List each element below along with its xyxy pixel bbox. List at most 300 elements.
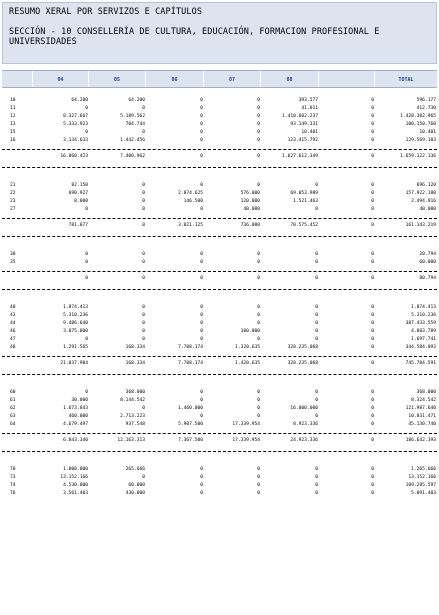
table-cell: 0: [142, 106, 145, 111]
table-cell: 0: [200, 276, 203, 281]
table-spacer: [2, 237, 437, 251]
row-code: [2, 150, 33, 163]
table-cell: 1.874.413: [411, 305, 436, 310]
table-cell: 0: [371, 467, 374, 472]
table-cell: 129.569.103: [405, 138, 436, 143]
table-cell: 123.415.792: [287, 138, 318, 143]
table-cell: 368.000: [125, 390, 145, 395]
table-cell: 12.163.313: [117, 438, 145, 443]
table-cell: 10.831.471: [408, 414, 436, 419]
table-cell: 0: [371, 491, 374, 496]
table-cell: 0: [200, 390, 203, 395]
table-cell: 0: [142, 406, 145, 411]
table-cell: 328.235.068: [287, 345, 318, 350]
table-cell: 5.907.500: [178, 422, 203, 427]
column-header: 06: [146, 71, 204, 87]
table-cell: 0: [85, 390, 88, 395]
row-code: 62: [10, 406, 16, 411]
table-cell: 0: [200, 154, 203, 159]
table-cell: 1.673.843: [63, 406, 88, 411]
table-cell: 0: [315, 207, 318, 212]
table-cell: 1.000.000: [63, 467, 88, 472]
table-cell: 186.642.393: [405, 438, 436, 443]
row-code: 61: [10, 398, 16, 403]
table-cell: 2.713.223: [120, 414, 145, 419]
table-cell: 0: [371, 414, 374, 419]
table-cell: 0: [371, 98, 374, 103]
table-row: [2, 405, 437, 413]
table-cell: 781.077: [68, 223, 88, 228]
table-cell: 100.150.760: [405, 122, 436, 127]
table-row: [2, 328, 437, 336]
table-cell: 157.922.180: [405, 191, 436, 196]
table-cell: 0: [371, 252, 374, 257]
table-row: [2, 389, 437, 397]
subtotal-row: [2, 272, 437, 285]
row-code: 30: [10, 252, 16, 257]
table-cell: 0: [315, 414, 318, 419]
table-cell: 3.561.403: [63, 491, 88, 496]
table-cell: 0: [200, 313, 203, 318]
row-code: 35: [10, 260, 16, 265]
table-cell: 0: [371, 223, 374, 228]
row-code: 27: [10, 207, 16, 212]
table-cell: 0: [315, 183, 318, 188]
row-code: 73: [10, 475, 16, 480]
table-cell: 0: [257, 491, 260, 496]
table-cell: 0: [257, 390, 260, 395]
table-cell: 5.310.236: [63, 313, 88, 318]
table-cell: 0: [257, 406, 260, 411]
table-cell: 0: [85, 207, 88, 212]
row-code: 13: [10, 122, 16, 127]
table-cell: 0: [85, 260, 88, 265]
table-cell: 120.000: [240, 199, 260, 204]
table-cell: 0: [200, 138, 203, 143]
table-cell: 690.927: [68, 191, 88, 196]
table-cell: 3.134.633: [63, 138, 88, 143]
table-cell: 13.152.166: [60, 475, 88, 480]
table-cell: 0: [257, 138, 260, 143]
report-header: [2, 2, 437, 64]
table-row: [2, 137, 437, 145]
table-row: [2, 421, 437, 429]
table-cell: 0: [200, 98, 203, 103]
table-cell: 0: [257, 321, 260, 326]
table-cell: 10.401: [419, 130, 436, 135]
table-cell: 7.708.174: [178, 345, 203, 350]
row-code: 44: [10, 321, 16, 326]
table-cell: 0: [257, 106, 260, 111]
table-cell: 0: [200, 475, 203, 480]
table-cell: 8.327.667: [63, 114, 88, 119]
summary-table: [2, 70, 437, 498]
row-code: 64: [10, 422, 16, 427]
table-cell: 0: [142, 199, 145, 204]
table-cell: 13.152.166: [408, 475, 436, 480]
table-cell: 1.410.602.237: [282, 114, 318, 119]
table-cell: 5.310.236: [411, 313, 436, 318]
table-cell: 7.367.500: [178, 438, 203, 443]
table-cell: 387.433.559: [405, 321, 436, 326]
table-cell: 45.130.740: [408, 422, 436, 427]
table-cell: 0: [371, 398, 374, 403]
table-cell: 0: [142, 337, 145, 342]
table-spacer: [2, 168, 437, 182]
table-row: [2, 304, 437, 312]
row-code: 16: [10, 138, 16, 143]
table-cell: 0: [371, 321, 374, 326]
table-cell: 0: [257, 260, 260, 265]
row-code: 23: [10, 199, 16, 204]
row-code: 46: [10, 329, 16, 334]
table-cell: 0: [142, 260, 145, 265]
table-row: [2, 397, 437, 405]
row-code: 47: [10, 337, 16, 342]
row-code: 60: [10, 390, 16, 395]
table-spacer: [2, 452, 437, 466]
table-spacer: [2, 375, 437, 389]
table-cell: 0: [142, 475, 145, 480]
table-cell: 30.000: [71, 398, 88, 403]
table-row: [2, 97, 437, 105]
table-cell: 0: [257, 475, 260, 480]
table-cell: 0: [142, 130, 145, 135]
table-cell: 0: [200, 414, 203, 419]
table-cell: 0: [257, 276, 260, 281]
table-cell: 0: [371, 313, 374, 318]
table-cell: 0: [257, 183, 260, 188]
table-cell: 5.189.562: [120, 114, 145, 119]
table-cell: 0: [257, 467, 260, 472]
table-cell: 16.000.000: [290, 406, 318, 411]
table-cell: 40.000: [243, 207, 260, 212]
table-cell: 0: [257, 98, 260, 103]
table-cell: 1.420.635: [235, 361, 260, 366]
table-cell: 0: [200, 207, 203, 212]
table-cell: 2.494.916: [411, 199, 436, 204]
table-cell: 576.000: [240, 191, 260, 196]
table-cell: 0: [371, 361, 374, 366]
table-cell: 0: [200, 491, 203, 496]
table-cell: 1.291.565: [63, 345, 88, 350]
table-cell: 0: [315, 329, 318, 334]
table-cell: 0: [257, 414, 260, 419]
table-cell: 1.659.122.136: [400, 154, 436, 159]
table-cell: 0: [142, 191, 145, 196]
table-cell: 0: [371, 191, 374, 196]
table-cell: 0: [371, 483, 374, 488]
table-cell: 5.333.923: [63, 122, 88, 127]
table-cell: 0: [257, 122, 260, 127]
table-cell: 0: [371, 337, 374, 342]
table-cell: 0: [257, 337, 260, 342]
table-cell: 1.428.382.965: [400, 114, 436, 119]
table-cell: 80.794: [419, 276, 436, 281]
table-cell: 146.500: [183, 199, 203, 204]
table-cell: 0: [371, 406, 374, 411]
table-cell: 0: [257, 130, 260, 135]
row-code: 22: [10, 191, 16, 196]
column-header: TOTAL: [398, 77, 414, 83]
row-code: 74: [10, 483, 16, 488]
table-cell: 0: [315, 260, 318, 265]
table-cell: 24.923.336: [290, 438, 318, 443]
table-cell: 0: [142, 313, 145, 318]
table-body: [2, 88, 437, 498]
table-row: [2, 482, 437, 490]
table-cell: 0: [371, 475, 374, 480]
table-cell: 0: [142, 305, 145, 310]
table-cell: 937.548: [125, 422, 145, 427]
table-cell: 4.883.789: [411, 329, 436, 334]
table-cell: 0: [142, 276, 145, 281]
table-cell: 0: [200, 398, 203, 403]
row-code: 43: [10, 313, 16, 318]
table-cell: 0: [371, 276, 374, 281]
table-cell: 40.000: [419, 207, 436, 212]
table-cell: 17.339.954: [232, 438, 260, 443]
table-cell: 7.708.174: [178, 361, 203, 366]
table-row: [2, 105, 437, 113]
table-cell: 0: [371, 130, 374, 135]
row-code: 12: [10, 114, 16, 119]
table-cell: 265.666: [125, 467, 145, 472]
table-row: [2, 312, 437, 320]
table-row: [2, 190, 437, 198]
subtotal-row: [2, 219, 437, 232]
table-cell: 8.000: [74, 199, 88, 204]
table-cell: 0: [371, 183, 374, 188]
table-cell: 168.334: [125, 361, 145, 366]
table-cell: 0: [371, 422, 374, 427]
table-cell: 412.730: [416, 106, 436, 111]
row-code: 40: [10, 305, 16, 310]
table-cell: 121.987.640: [405, 406, 436, 411]
table-cell: 0: [371, 260, 374, 265]
table-row: [2, 129, 437, 137]
table-cell: 21.037.904: [60, 361, 88, 366]
table-cell: 0: [200, 467, 203, 472]
row-code: 63: [10, 414, 16, 419]
table-row: [2, 113, 437, 121]
table-cell: 161.143.219: [405, 223, 436, 228]
table-cell: 0: [200, 260, 203, 265]
table-row: [2, 344, 437, 352]
subtotal-row: [2, 357, 437, 370]
table-cell: 736.000: [240, 223, 260, 228]
table-cell: 1.697.741: [411, 337, 436, 342]
table-cell: 7.400.962: [120, 154, 145, 159]
table-cell: 0: [200, 114, 203, 119]
table-cell: 344.584.093: [405, 345, 436, 350]
table-cell: 0: [315, 491, 318, 496]
column-header: 07: [204, 71, 261, 87]
table-row: [2, 474, 437, 482]
row-code: [2, 434, 33, 447]
table-cell: 0: [200, 130, 203, 135]
table-cell: 1.442.456: [120, 138, 145, 143]
table-cell: 0: [200, 329, 203, 334]
table-row: [2, 259, 437, 267]
table-cell: 70.575.452: [290, 223, 318, 228]
table-cell: 3.075.000: [63, 329, 88, 334]
table-cell: 0: [200, 483, 203, 488]
table-cell: 8.324.542: [411, 398, 436, 403]
table-cell: 596.177: [416, 98, 436, 103]
row-code: [2, 272, 33, 285]
table-cell: 1.460.000: [178, 406, 203, 411]
table-cell: 0: [200, 321, 203, 326]
table-row: [2, 466, 437, 474]
table-cell: 5.091.403: [411, 491, 436, 496]
table-cell: 0: [257, 398, 260, 403]
table-cell: 3.021.125: [178, 223, 203, 228]
row-code: 48: [10, 345, 16, 350]
table-cell: 82.150: [71, 183, 88, 188]
table-cell: 1.265.666: [411, 467, 436, 472]
table-cell: 0: [142, 207, 145, 212]
row-code: 70: [10, 467, 16, 472]
table-cell: 460.000: [68, 414, 88, 419]
table-row: [2, 336, 437, 344]
table-header-row: [2, 70, 437, 88]
table-cell: 0: [315, 390, 318, 395]
table-cell: 0: [257, 154, 260, 159]
table-cell: 109.285.597: [405, 483, 436, 488]
column-header: [319, 71, 375, 87]
table-cell: 4.679.497: [63, 422, 88, 427]
table-row: [2, 413, 437, 421]
row-code: 21: [10, 183, 16, 188]
subtotal-row: [2, 434, 437, 447]
table-cell: 0: [142, 183, 145, 188]
table-cell: 0: [200, 122, 203, 127]
table-cell: 0: [371, 305, 374, 310]
column-header: 08: [261, 71, 319, 87]
table-cell: 20.794: [419, 252, 436, 257]
column-header: [2, 71, 33, 87]
table-cell: 0: [315, 313, 318, 318]
table-cell: 0: [315, 398, 318, 403]
table-cell: 0: [85, 276, 88, 281]
table-cell: 0: [200, 183, 203, 188]
table-row: [2, 182, 437, 190]
table-spacer: [2, 290, 437, 304]
table-cell: 1.521.463: [293, 199, 318, 204]
table-cell: 60.000: [419, 260, 436, 265]
subtotal-row: [2, 150, 437, 163]
table-cell: 393.577: [298, 98, 318, 103]
table-cell: 100.000: [240, 329, 260, 334]
table-cell: 0: [85, 252, 88, 257]
table-row: [2, 198, 437, 206]
table-cell: 704.744: [125, 122, 145, 127]
table-cell: 0: [257, 483, 260, 488]
table-cell: 41.011: [301, 106, 318, 111]
table-cell: 60.000: [128, 483, 145, 488]
table-cell: 0: [257, 114, 260, 119]
table-row: [2, 121, 437, 129]
table-cell: 168.334: [125, 345, 145, 350]
table-cell: 696.120: [416, 183, 436, 188]
table-cell: 0: [142, 321, 145, 326]
table-cell: 0: [200, 337, 203, 342]
table-cell: 17.339.954: [232, 422, 260, 427]
table-row: [2, 206, 437, 214]
table-cell: 1.627.612.349: [282, 154, 318, 159]
table-cell: 0: [200, 252, 203, 257]
table-cell: 430.000: [125, 491, 145, 496]
table-cell: 0: [85, 337, 88, 342]
table-cell: 745.784.591: [405, 361, 436, 366]
table-row: [2, 320, 437, 328]
row-code: 15: [10, 130, 16, 135]
table-cell: 0: [142, 223, 145, 228]
table-cell: 0: [315, 321, 318, 326]
table-cell: 64.200: [71, 98, 88, 103]
table-cell: 8.923.336: [293, 422, 318, 427]
report-section: SECCIÓN - 10 CONSELLERÍA DE CULTURA, EDUCACIÓN, FORMACION PROFESIONAL E UNIVERSIDADES: [9, 27, 380, 47]
table-cell: 0: [315, 483, 318, 488]
table-cell: 0: [85, 106, 88, 111]
table-cell: 0: [371, 114, 374, 119]
column-header: 05: [89, 71, 146, 87]
table-cell: 0: [371, 199, 374, 204]
table-cell: 0: [371, 207, 374, 212]
table-cell: 0: [371, 106, 374, 111]
table-cell: 69.053.989: [290, 191, 318, 196]
row-code: [2, 357, 33, 370]
row-code: 10: [10, 98, 16, 103]
table-cell: 2.874.625: [178, 191, 203, 196]
table-cell: 93.149.331: [290, 122, 318, 127]
column-header: 04: [33, 71, 89, 87]
table-cell: 0: [142, 252, 145, 257]
row-code: 76: [10, 491, 16, 496]
table-cell: 4.530.000: [63, 483, 88, 488]
table-cell: 0: [200, 305, 203, 310]
table-row: [2, 251, 437, 259]
table-cell: 64.200: [128, 98, 145, 103]
table-spacer: [2, 88, 437, 97]
table-cell: 0: [257, 305, 260, 310]
table-cell: 0: [315, 467, 318, 472]
table-cell: 1.874.413: [63, 305, 88, 310]
table-cell: 0: [315, 252, 318, 257]
table-cell: 0: [200, 106, 203, 111]
table-cell: 0: [142, 329, 145, 334]
table-cell: 16.860.423: [60, 154, 88, 159]
table-cell: 0: [315, 337, 318, 342]
table-cell: 0: [315, 475, 318, 480]
table-cell: 328.235.068: [287, 361, 318, 366]
table-cell: 6.843.340: [63, 438, 88, 443]
table-cell: 9.486.640: [63, 321, 88, 326]
table-cell: 0: [257, 252, 260, 257]
row-code: [2, 219, 33, 232]
table-cell: 1.320.635: [235, 345, 260, 350]
table-cell: 0: [85, 130, 88, 135]
table-cell: 0: [315, 276, 318, 281]
report-title: RESUMO XERAL POR SERVIZOS E CAPÍTULOS: [9, 7, 203, 17]
table-cell: 0: [371, 329, 374, 334]
table-cell: 0: [371, 154, 374, 159]
table-cell: 0: [371, 345, 374, 350]
table-cell: 0: [371, 438, 374, 443]
table-cell: 0: [371, 122, 374, 127]
table-cell: 368.000: [416, 390, 436, 395]
